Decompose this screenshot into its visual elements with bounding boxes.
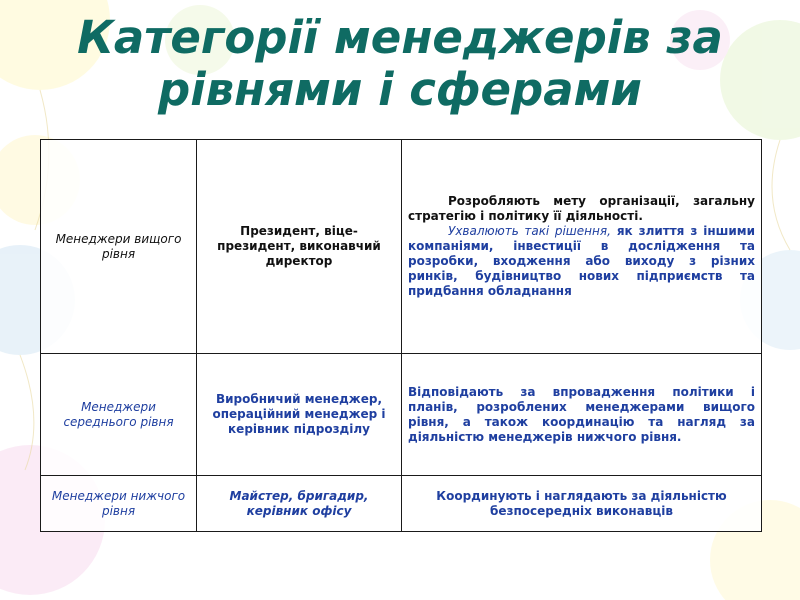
description-cell: [402, 140, 762, 354]
table-row: [41, 476, 762, 532]
description-rest: як злиття з іншими компаніями, інвестиції в дослідження та розробки, входження або виходу з різних ринків, будівництво нових підприємств та придбання обладнання: [408, 224, 756, 298]
level-cell: Менеджери середнього рівня: [41, 354, 197, 476]
table-row: [41, 354, 762, 476]
title-line-2: рівнями і сферами: [158, 63, 642, 116]
description-paragraph: [408, 224, 755, 299]
page-title: [0, 12, 800, 116]
level-cell: Менеджери нижчого рівня: [41, 476, 197, 532]
title-line-1: Категорії менеджерів за: [77, 11, 723, 64]
positions-cell: Майстер, бригадир, керівник офісу: [197, 476, 402, 532]
description-paragraph: Координують і наглядають за діяльністю безпосередніх виконавців: [436, 488, 727, 518]
description-paragraph: Відповідають за впровадження політики і планів, розроблених менеджерами вищого рівня, а також координацію та нагляд за діяльністю менеджерів нижчого рівня.: [408, 384, 755, 444]
positions-cell: Президент, віце-президент, виконавчий директор: [197, 140, 402, 354]
table-row: [41, 140, 762, 354]
description-paragraph: Розробляють мету організації, загальну стратегію і політику її діяльності.: [408, 194, 755, 223]
description-cell: [402, 476, 762, 532]
manager-categories-table: [40, 139, 762, 532]
positions-cell: Виробничий менеджер, операційний менеджер і керівник підрозділу: [197, 354, 402, 476]
description-lead: Ухвалюють такі рішення,: [448, 224, 611, 238]
level-cell: Менеджери вищого рівня: [41, 140, 197, 354]
description-cell: [402, 354, 762, 476]
